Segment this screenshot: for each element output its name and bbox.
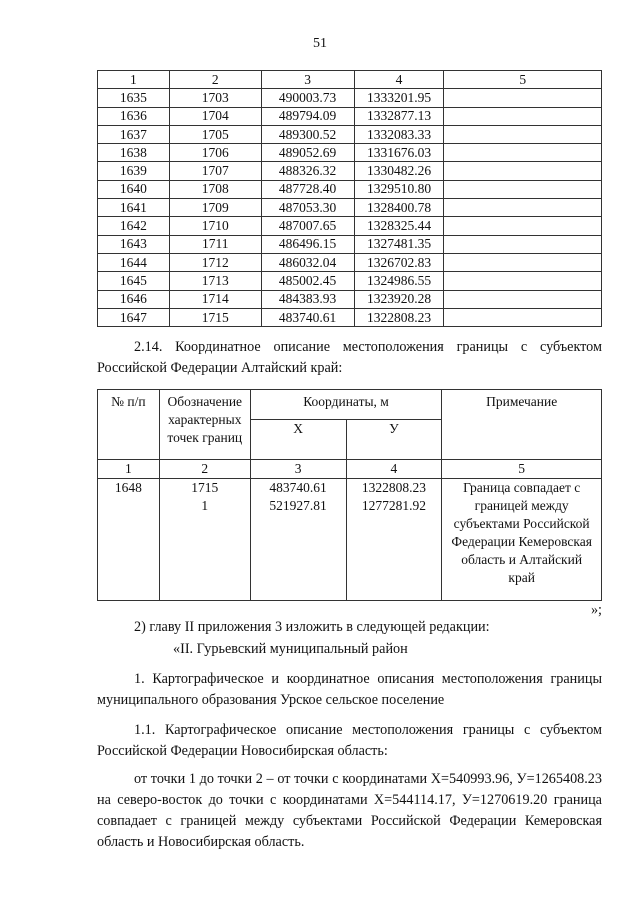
table-cell: 1323920.28 [354, 290, 444, 308]
table-row [98, 107, 602, 125]
y-1: 1322808.23 [361, 480, 426, 495]
table-cell: 1643 [98, 235, 170, 253]
table-cell: 1329510.80 [354, 180, 444, 198]
table-cell: 1327481.35 [354, 235, 444, 253]
table-cell: 1636 [98, 107, 170, 125]
index-cell: 1 [98, 460, 160, 479]
table-row [98, 125, 602, 143]
header-designation: Обозначение характерных точек границ [159, 390, 250, 460]
row-number: 1648 [98, 479, 160, 601]
table-cell: 488326.32 [261, 162, 354, 180]
table-cell: 1646 [98, 290, 170, 308]
table-row [98, 217, 602, 235]
table-row [98, 199, 602, 217]
table-cell [444, 199, 602, 217]
table-cell: 487728.40 [261, 180, 354, 198]
table-cell: 1706 [169, 144, 261, 162]
table-cell: 1332877.13 [354, 107, 444, 125]
table-row [98, 144, 602, 162]
table-cell: 490003.73 [261, 89, 354, 107]
table-cell: 489052.69 [261, 144, 354, 162]
table-cell: 5 [444, 71, 602, 89]
description: от точки 1 до точки 2 – от точки с координатами Х=540993.96, У=1265408.23 на северо-восток до точки с координатами Х=544114.17, У=1270619.20 граница совпадает с границей между субъектами Российской Федерации Кемеровская область и Новосибирская область. [97, 771, 602, 850]
point-1: 1715 [191, 480, 219, 495]
table-cell [444, 162, 602, 180]
table-cell: 486496.15 [261, 235, 354, 253]
table-cell: 1642 [98, 217, 170, 235]
table-cell: 487007.65 [261, 217, 354, 235]
table-cell: 1328400.78 [354, 199, 444, 217]
table-cell [444, 107, 602, 125]
table-cell [444, 235, 602, 253]
table-cell: 1707 [169, 162, 261, 180]
table-cell: 1639 [98, 162, 170, 180]
table-row [98, 290, 602, 308]
table-cell: 1331676.03 [354, 144, 444, 162]
table-row [98, 253, 602, 271]
index-cell: 3 [250, 460, 346, 479]
header-x: Х [250, 420, 346, 460]
table-cell: 1709 [169, 199, 261, 217]
table-cell: 1703 [169, 89, 261, 107]
table-cell: 1645 [98, 272, 170, 290]
table-header-row [98, 71, 602, 89]
table-cell: 1710 [169, 217, 261, 235]
table-cell: 1647 [98, 308, 170, 326]
table-cell [444, 272, 602, 290]
page-number: 51 [313, 36, 327, 51]
table-cell [444, 125, 602, 143]
index-cell: 4 [346, 460, 442, 479]
table-cell: 1 [98, 71, 170, 89]
table-cell: 486032.04 [261, 253, 354, 271]
table-row [98, 89, 602, 107]
row-y [346, 479, 442, 601]
table-cell: 1333201.95 [354, 89, 444, 107]
point-2: 1 [201, 498, 209, 513]
table-cell: 1713 [169, 272, 261, 290]
closing-quote: »; [590, 602, 602, 618]
table-cell: 1711 [169, 235, 261, 253]
table-cell: 1708 [169, 180, 261, 198]
border-coordinates-table [97, 389, 602, 601]
coordinates-table [97, 70, 602, 327]
table-cell [444, 217, 602, 235]
table-cell: 4 [354, 71, 444, 89]
x-2: 521927.81 [269, 498, 327, 513]
table-cell [444, 89, 602, 107]
table-row [98, 235, 602, 253]
section-2-14: 2.14. Координатное описание местоположения границы с субъектом Российской Федерации Алтайский край: [97, 339, 602, 376]
table-cell [444, 144, 602, 162]
table-cell: 1638 [98, 144, 170, 162]
chapter-title: «II. Гурьевский муниципальный район [173, 641, 408, 657]
row-note: Граница совпадает с границей между субъектами Российской Федерации Кемеровская область и Алтайский край [442, 479, 602, 601]
table-cell: 1705 [169, 125, 261, 143]
header-note: Примечание [442, 390, 602, 460]
table-cell: 489794.09 [261, 107, 354, 125]
table-row [98, 162, 602, 180]
table-row [98, 308, 602, 326]
header-y: У [346, 420, 442, 460]
table-cell: 3 [261, 71, 354, 89]
table-cell: 1332083.33 [354, 125, 444, 143]
table-cell: 1714 [169, 290, 261, 308]
table-cell: 483740.61 [261, 308, 354, 326]
table-cell: 489300.52 [261, 125, 354, 143]
table-cell: 1641 [98, 199, 170, 217]
row-points [159, 479, 250, 601]
table-cell: 1704 [169, 107, 261, 125]
table-cell: 1324986.55 [354, 272, 444, 290]
item-2: 2) главу II приложения 3 изложить в следующей редакции: [134, 619, 490, 635]
table-row [98, 180, 602, 198]
table-cell: 1322808.23 [354, 308, 444, 326]
table-cell [444, 180, 602, 198]
table-cell: 487053.30 [261, 199, 354, 217]
table-cell: 1715 [169, 308, 261, 326]
index-cell: 2 [159, 460, 250, 479]
y-2: 1277281.92 [361, 498, 426, 513]
table-cell: 485002.45 [261, 272, 354, 290]
section-1: 1. Картографическое и координатное описания местоположения границы муниципального образования Урское сельское поселение [97, 671, 602, 708]
row-x [250, 479, 346, 601]
table-row [98, 272, 602, 290]
table-cell [444, 253, 602, 271]
header-coordinates: Координаты, м [250, 390, 442, 420]
table-cell [444, 308, 602, 326]
index-cell: 5 [442, 460, 602, 479]
table-cell: 1640 [98, 180, 170, 198]
table-cell: 1637 [98, 125, 170, 143]
table-cell: 1326702.83 [354, 253, 444, 271]
header-number: № п/п [98, 390, 160, 460]
table-cell: 1330482.26 [354, 162, 444, 180]
table-cell: 1644 [98, 253, 170, 271]
section-1-1: 1.1. Картографическое описание местоположения границы с субъектом Российской Федерации Новосибирская область: [97, 722, 602, 759]
table-cell [444, 290, 602, 308]
table-cell: 1635 [98, 89, 170, 107]
x-1: 483740.61 [269, 480, 327, 495]
table-cell: 1328325.44 [354, 217, 444, 235]
table-cell: 2 [169, 71, 261, 89]
table-cell: 484383.93 [261, 290, 354, 308]
table-cell: 1712 [169, 253, 261, 271]
